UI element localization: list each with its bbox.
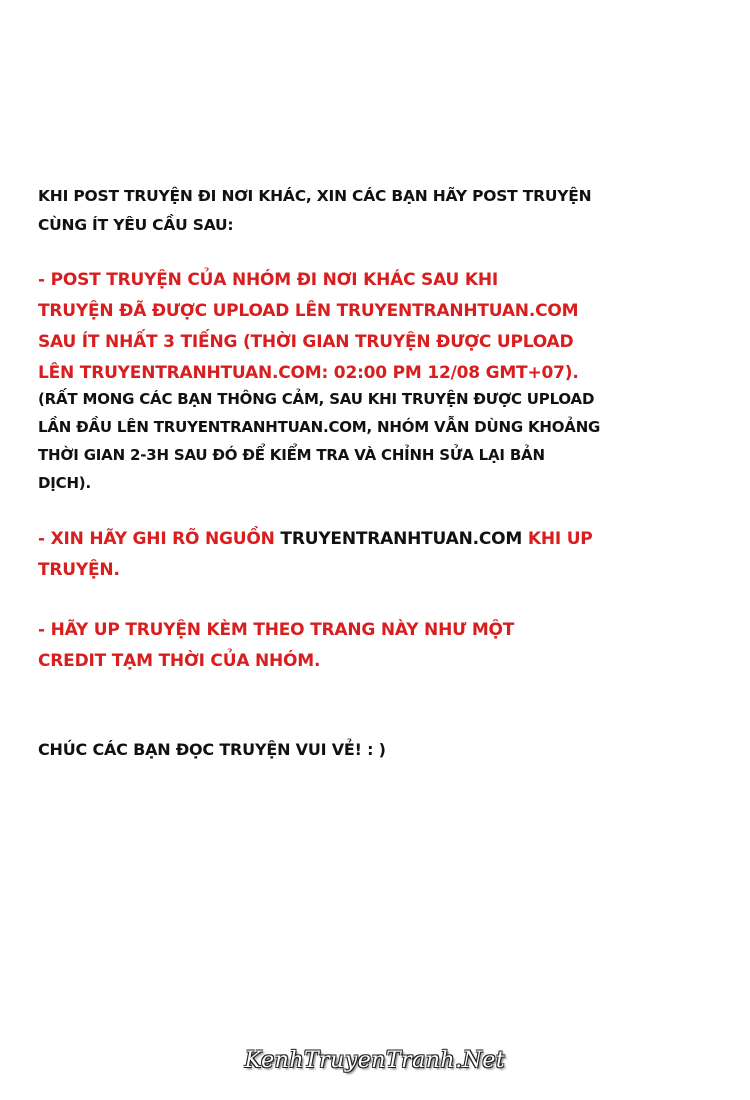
source-line [38,524,728,555]
source-text: KHI UP [522,529,593,549]
note-line: (RẤT MONG CÁC BẠN THÔNG CẢM, SAU KHI TRUYỆN ĐƯỢC UPLOAD [38,390,595,408]
intro-line: CÙNG ÍT YÊU CẦU SAU: [38,216,234,234]
farewell-message [38,735,728,765]
credit-line: CREDIT TẠM THỜI CỦA NHÓM. [38,651,321,671]
source-site: TRUYENTRANHTUAN.COM [280,529,523,549]
credit-line: - HÃY UP TRUYỆN KÈM THEO TRANG NÀY NHƯ MỘT [38,620,515,640]
site-watermark: KenhTruyenTranh.Net [244,1048,506,1073]
repost-delay-notice [38,265,728,389]
credit-request [38,615,728,677]
source-line: TRUYỆN. [38,560,120,580]
farewell-line: CHÚC CÁC BẠN ĐỌC TRUYỆN VUI VẺ! : ) [38,740,386,759]
source-request [38,524,728,586]
notice-line: TRUYỆN ĐÃ ĐƯỢC UPLOAD LÊN TRUYENTRANHTUAN.COM [38,301,579,321]
notice-line: - POST TRUYỆN CỦA NHÓM ĐI NƠI KHÁC SAU KHI [38,270,498,290]
note-line: THỜI GIAN 2-3H SAU ĐÓ ĐỂ KIỂM TRA VÀ CHỈNH SỬA LẠI BẢN [38,446,545,464]
apology-note [38,385,728,497]
intro-line: KHI POST TRUYỆN ĐI NƠI KHÁC, XIN CÁC BẠN HÃY POST TRUYỆN [38,187,592,205]
notice-line: SAU ÍT NHẤT 3 TIẾNG (THỜI GIAN TRUYỆN ĐƯỢC UPLOAD [38,332,574,352]
intro-paragraph [38,182,728,240]
note-line: DỊCH). [38,474,91,492]
note-line: LẦN ĐẦU LÊN TRUYENTRANHTUAN.COM, NHÓM VẪN DÙNG KHOẢNG [38,418,601,436]
source-text: - XIN HÃY GHI RÕ NGUỒN [38,529,281,549]
notice-line: LÊN TRUYENTRANHTUAN.COM: 02:00 PM 12/08 GMT+07). [38,363,579,383]
